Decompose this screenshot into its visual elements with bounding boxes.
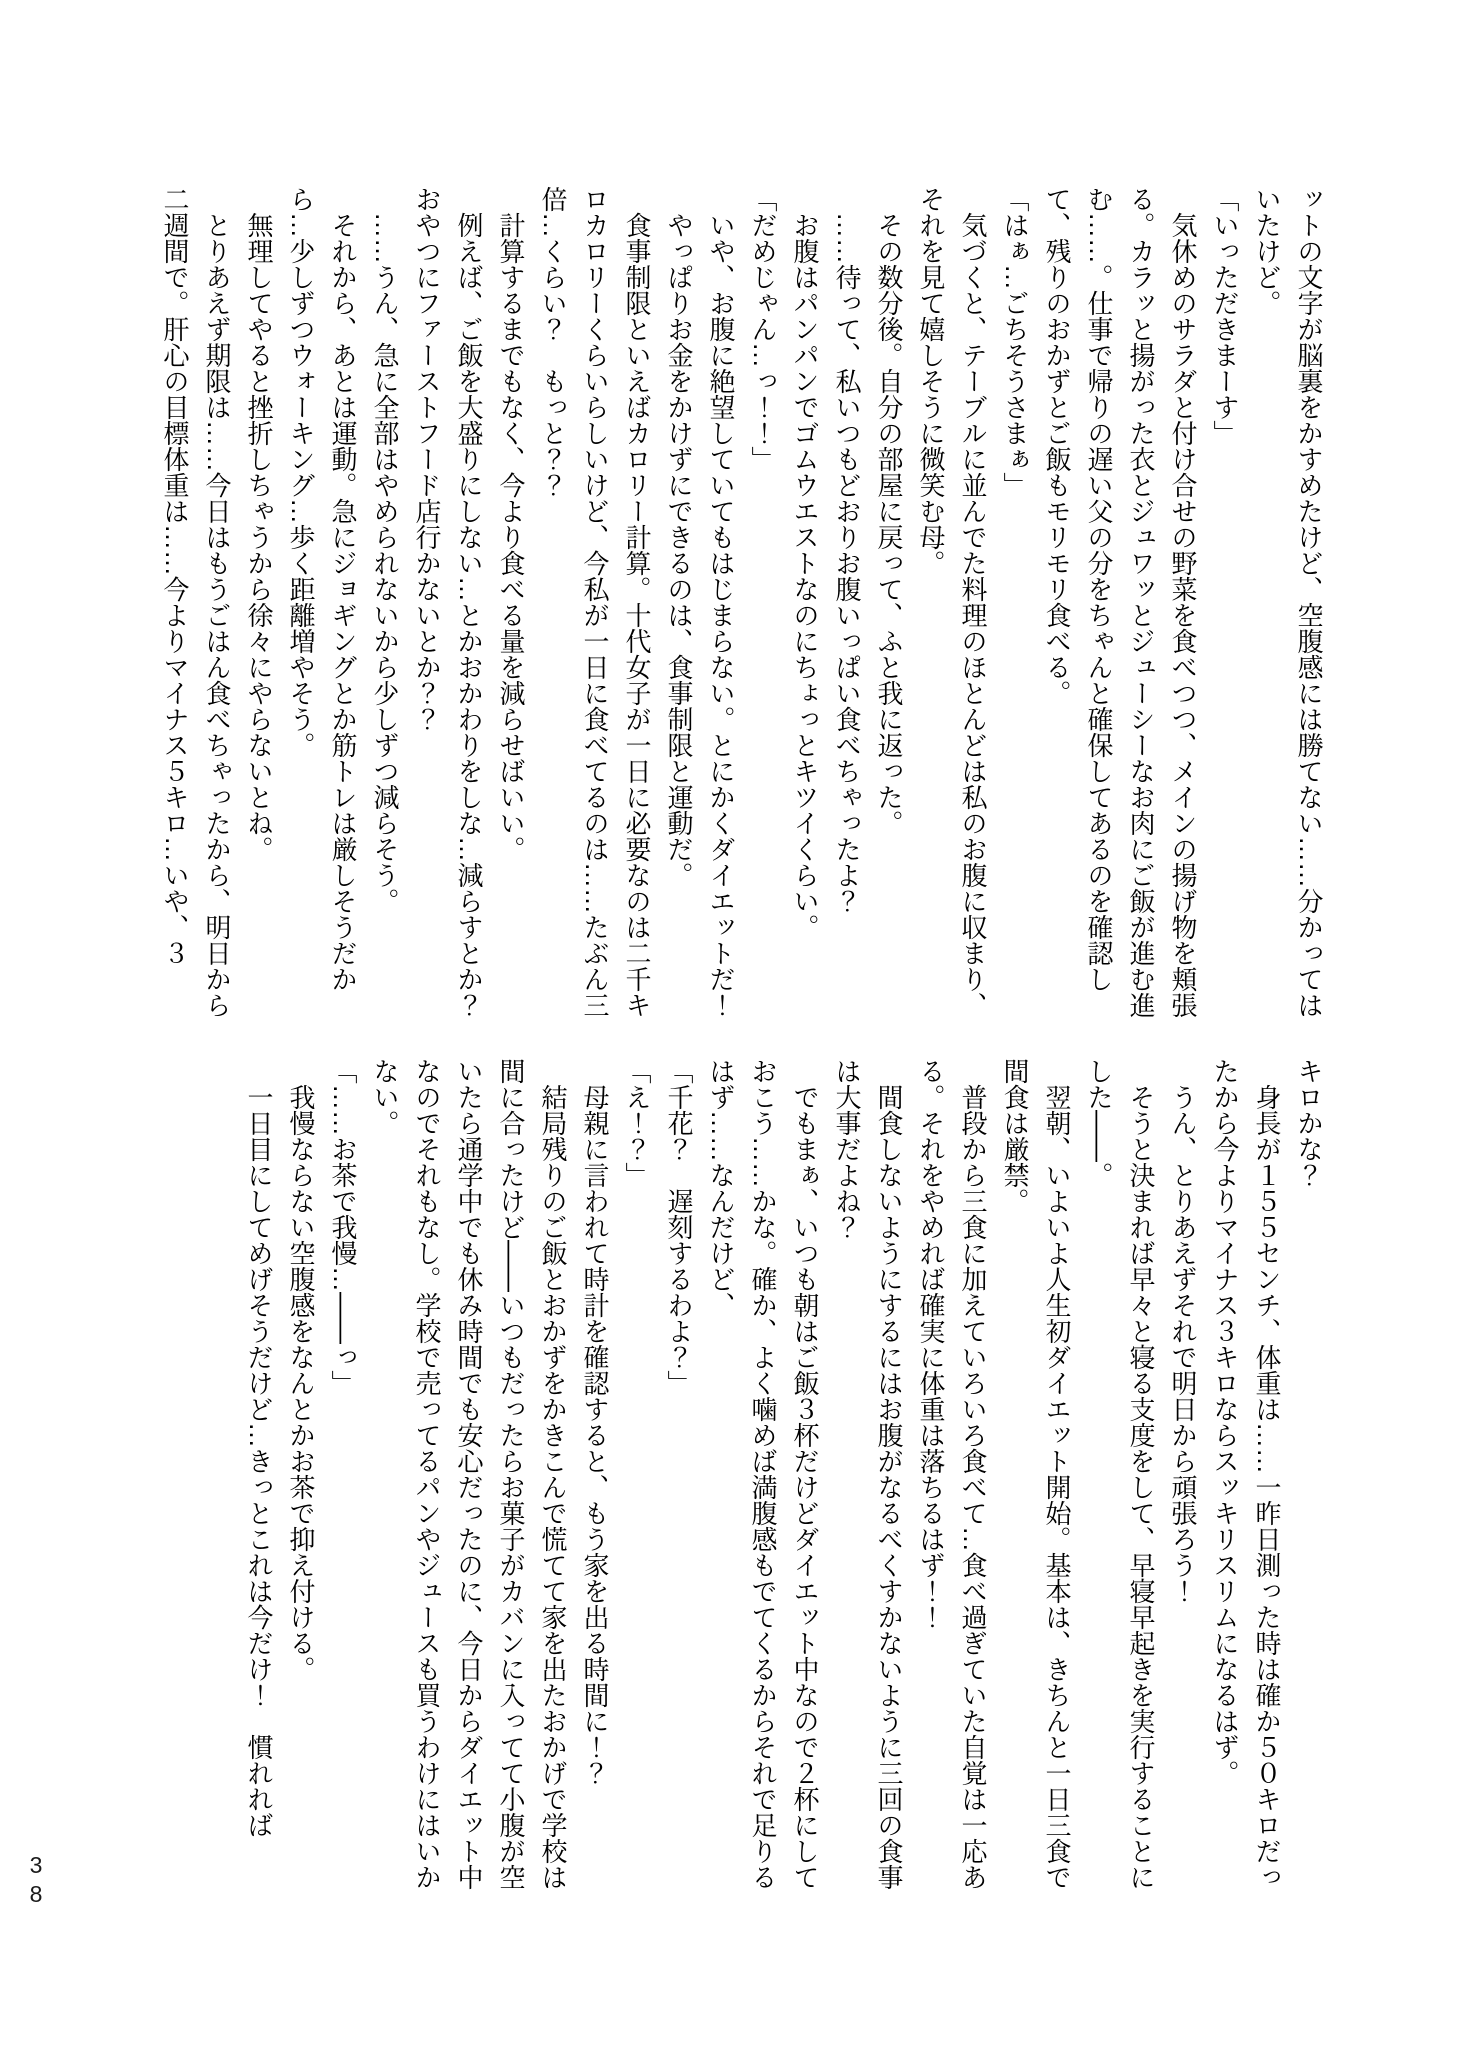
- paragraph: 「え！？」: [622, 1058, 652, 1188]
- paragraph: でもまぁ、いつも朝はご飯３杯だけどダイエット中なので２杯にしておこう……かな。確か、よく噛めば満腹感もでてくるからそれで足りるはず……なんだけど、: [706, 1058, 820, 1890]
- paragraph: 「だめじゃん…っ！！」: [748, 186, 778, 472]
- paragraph: 間食しないようにするにはお腹がなるべくすかないように三回の食事は大事だよね？: [832, 1058, 904, 1890]
- paragraph: そうと決まれば早々と寝る支度をして、早寝早起きを実行することにした――。: [1084, 1058, 1156, 1890]
- paragraph: キロかな？: [1294, 1058, 1324, 1188]
- paragraph: ……待って、私いつもどおりお腹いっぱい食べちゃったよ？: [832, 212, 862, 914]
- paragraph: 気づくと、テーブルに並んでた料理のほとんどは私のお腹に収まり、それを見て嬉しそうに微笑む母。: [916, 186, 988, 1018]
- bottom-text-block: [238, 1058, 1330, 1898]
- paragraph: 計算するまでもなく、今より食べる量を減らせばいい。: [496, 212, 526, 862]
- paragraph: とりあえず期限は……今日はもうごはん食べちゃったから、明日から二週間で。肝心の目標体重は……今よりマイナス５キロ…いや、３: [160, 186, 232, 1018]
- paragraph: 普段から三食に加えていろいろ食べて…食べ過ぎていた自覚は一応ある。それをやめれば確実に体重は落ちるはず！！: [916, 1058, 988, 1890]
- paragraph: ……うん、急に全部はやめられないから少しずつ減らそう。: [370, 212, 400, 914]
- paragraph: 「はぁ…ごちそうさまぁ」: [1000, 186, 1030, 498]
- paragraph: 食事制限といえばカロリー計算。十代女子が一日に必要なのは二千キロカロリーくらいらしいけど、今私が一日に食べてるのは……たぶん三倍…くらい？ もっと？？: [538, 186, 652, 1018]
- paragraph: 気休めのサラダと付け合せの野菜を食べつつ、メインの揚げ物を頬張る。カラッと揚がった衣とジュワッとジューシーなお肉にご飯が進む進む……。仕事で帰りの遅い父の分をちゃんと確保してあるのを確認して、残りのおかずとご飯もモリモリ食べる。: [1042, 186, 1198, 1018]
- paragraph: その数分後。自分の部屋に戻って、ふと我に返った。: [874, 212, 904, 836]
- paragraph: うん、とりあえずそれで明日から頑張ろう！: [1168, 1084, 1198, 1604]
- top-text-block: [154, 186, 1330, 1044]
- paragraph: 結局残りのご飯とおかずをかきこんで慌てて家を出たおかげで学校は間に合ったけど――いつもだったらお菓子がカバンに入ってて小腹が空いたら通学中でも休み時間でも安心だったのに、今日からダイエット中なのでそれもなし。学校で売ってるパンやジュースも買うわけにはいかない。: [370, 1058, 568, 1890]
- paragraph: 「千花？ 遅刻するわよ？」: [664, 1058, 694, 1396]
- paragraph: 我慢ならない空腹感をなんとかお茶で抑え付ける。: [286, 1084, 316, 1682]
- paragraph: 無理してやると挫折しちゃうから徐々にやらないとね。: [244, 212, 274, 862]
- paragraph: 「……お茶で我慢…――っ」: [328, 1058, 358, 1396]
- paragraph: 例えば、ご飯を大盛りにしない…とかおかわりをしな…減らすとか？ おやつにファーストフード店行かないとか？？: [412, 186, 484, 1044]
- paragraph: やっぱりお金をかけずにできるのは、食事制限と運動だ。: [664, 212, 694, 888]
- paragraph: お腹はパンパンでゴムウエストなのにちょっとキツイくらい。: [790, 212, 820, 940]
- paragraph: 「いっただきまーす」: [1210, 186, 1240, 446]
- page-number: 38: [23, 1852, 49, 1910]
- paragraph: 翌朝、いよいよ人生初ダイエット開始。基本は、きちんと一日三食で間食は厳禁。: [1000, 1058, 1072, 1890]
- paragraph: いや、お腹に絶望していてもはじまらない。とにかくダイエットだ！: [706, 212, 736, 1018]
- paragraph: ットの文字が脳裏をかすめたけど、空腹感には勝てない……分かってはいたけど。: [1252, 186, 1324, 1018]
- paragraph: それから、あとは運動。急にジョギングとか筋トレは厳しそうだから…少しずつウォーキング…歩く距離増やそう。: [286, 186, 358, 992]
- paragraph: 一日目にしてめげそうだけど…きっとこれは今だけ！ 慣れれば: [244, 1084, 274, 1838]
- paragraph: 身長が１５５センチ、体重は……一昨日測った時は確か５０キロだったから今よりマイナス３キロならスッキリスリムになるはず。: [1210, 1058, 1282, 1890]
- paragraph: 母親に言われて時計を確認すると、もう家を出る時間に！？: [580, 1084, 610, 1786]
